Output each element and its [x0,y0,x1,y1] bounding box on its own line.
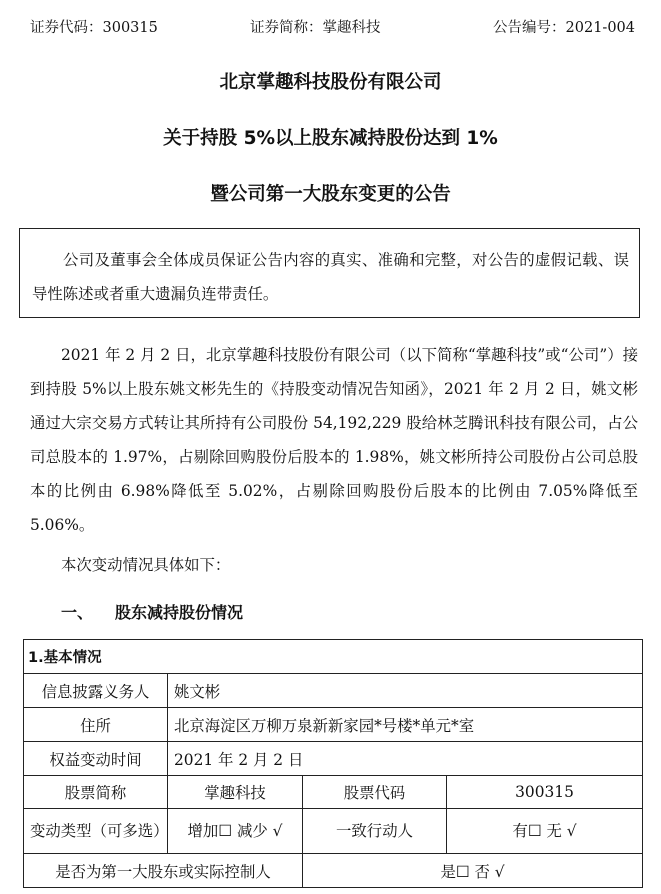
change-date-label: 权益变动时间 [24,742,168,776]
table-row [24,854,643,888]
table-row [24,776,643,809]
table-row [24,640,643,674]
notice-number: 公告编号：2021-004 [493,20,635,36]
stock-short-name-value: 掌趣科技 [168,776,303,809]
announcement-title-line-2: 暨公司第一大股东变更的公告 [210,184,451,205]
largest-shareholder-label: 是否为第一大股东或实际控制人 [24,854,303,888]
discloser-label: 信息披露义务人 [24,674,168,708]
stock-code-label: 股票代码 [303,776,447,809]
basic-info-table [23,639,643,888]
body-paragraph: 2021 年 2 月 2 日，北京掌趣科技股份有限公司（以下简称“掌趣科技”或“公司”）接到持股 5%以上股东姚文彬先生的《持股变动情况告知函》，2021 年 2 月 2 日，姚文彬通过大宗交易方式转让其所持有公司股份 54,192,229 股给林芝腾讯科技有限公司，占公司总股本的 1.97%，占剔除回购股份后股本的 1.98%，姚文彬所持公司股份占公司总股本的比例由 6.98%降低至 5.02%，占剔除回购股份后股本的比例由 7.05%降低至 5.06%。 [30,346,638,534]
announcement-title-line-1: 关于持股 5%以上股东减持股份达到 1% [163,128,498,149]
disclaimer-text: 公司及董事会全体成员保证公告内容的真实、准确和完整，对公告的虚假记载、误导性陈述或者重大遗漏负连带责任。 [32,251,629,303]
section-number: 一、 [61,603,94,622]
stock-short-name: 证券简称：掌趣科技 [250,20,381,36]
stock-code: 证券代码：300315 [30,20,158,36]
body-intro-line: 本次变动情况具体如下： [61,556,231,574]
company-title: 北京掌趣科技股份有限公司 [219,72,442,93]
table-row [24,674,643,708]
largest-shareholder-value: 是☐ 否 √ [303,854,643,888]
section-title: 股东减持股份情况 [115,603,244,622]
change-type-label: 变动类型（可多选） [24,809,168,854]
table-row [24,742,643,776]
concert-party-label: 一致行动人 [303,809,447,854]
address-value: 北京海淀区万柳万泉新新家园*号楼*单元*室 [168,708,643,742]
change-date-value: 2021 年 2 月 2 日 [168,742,643,776]
change-type-value: 增加☐ 减少 √ [168,809,303,854]
table-heading: 1.基本情况 [24,640,643,674]
address-label: 住所 [24,708,168,742]
disclaimer-box [19,228,640,318]
discloser-value: 姚文彬 [168,674,643,708]
table-row [24,809,643,854]
stock-short-name-label: 股票简称 [24,776,168,809]
concert-party-value: 有☐ 无 √ [447,809,643,854]
table-row [24,708,643,742]
stock-code-value: 300315 [447,776,643,809]
section-heading [61,600,243,623]
